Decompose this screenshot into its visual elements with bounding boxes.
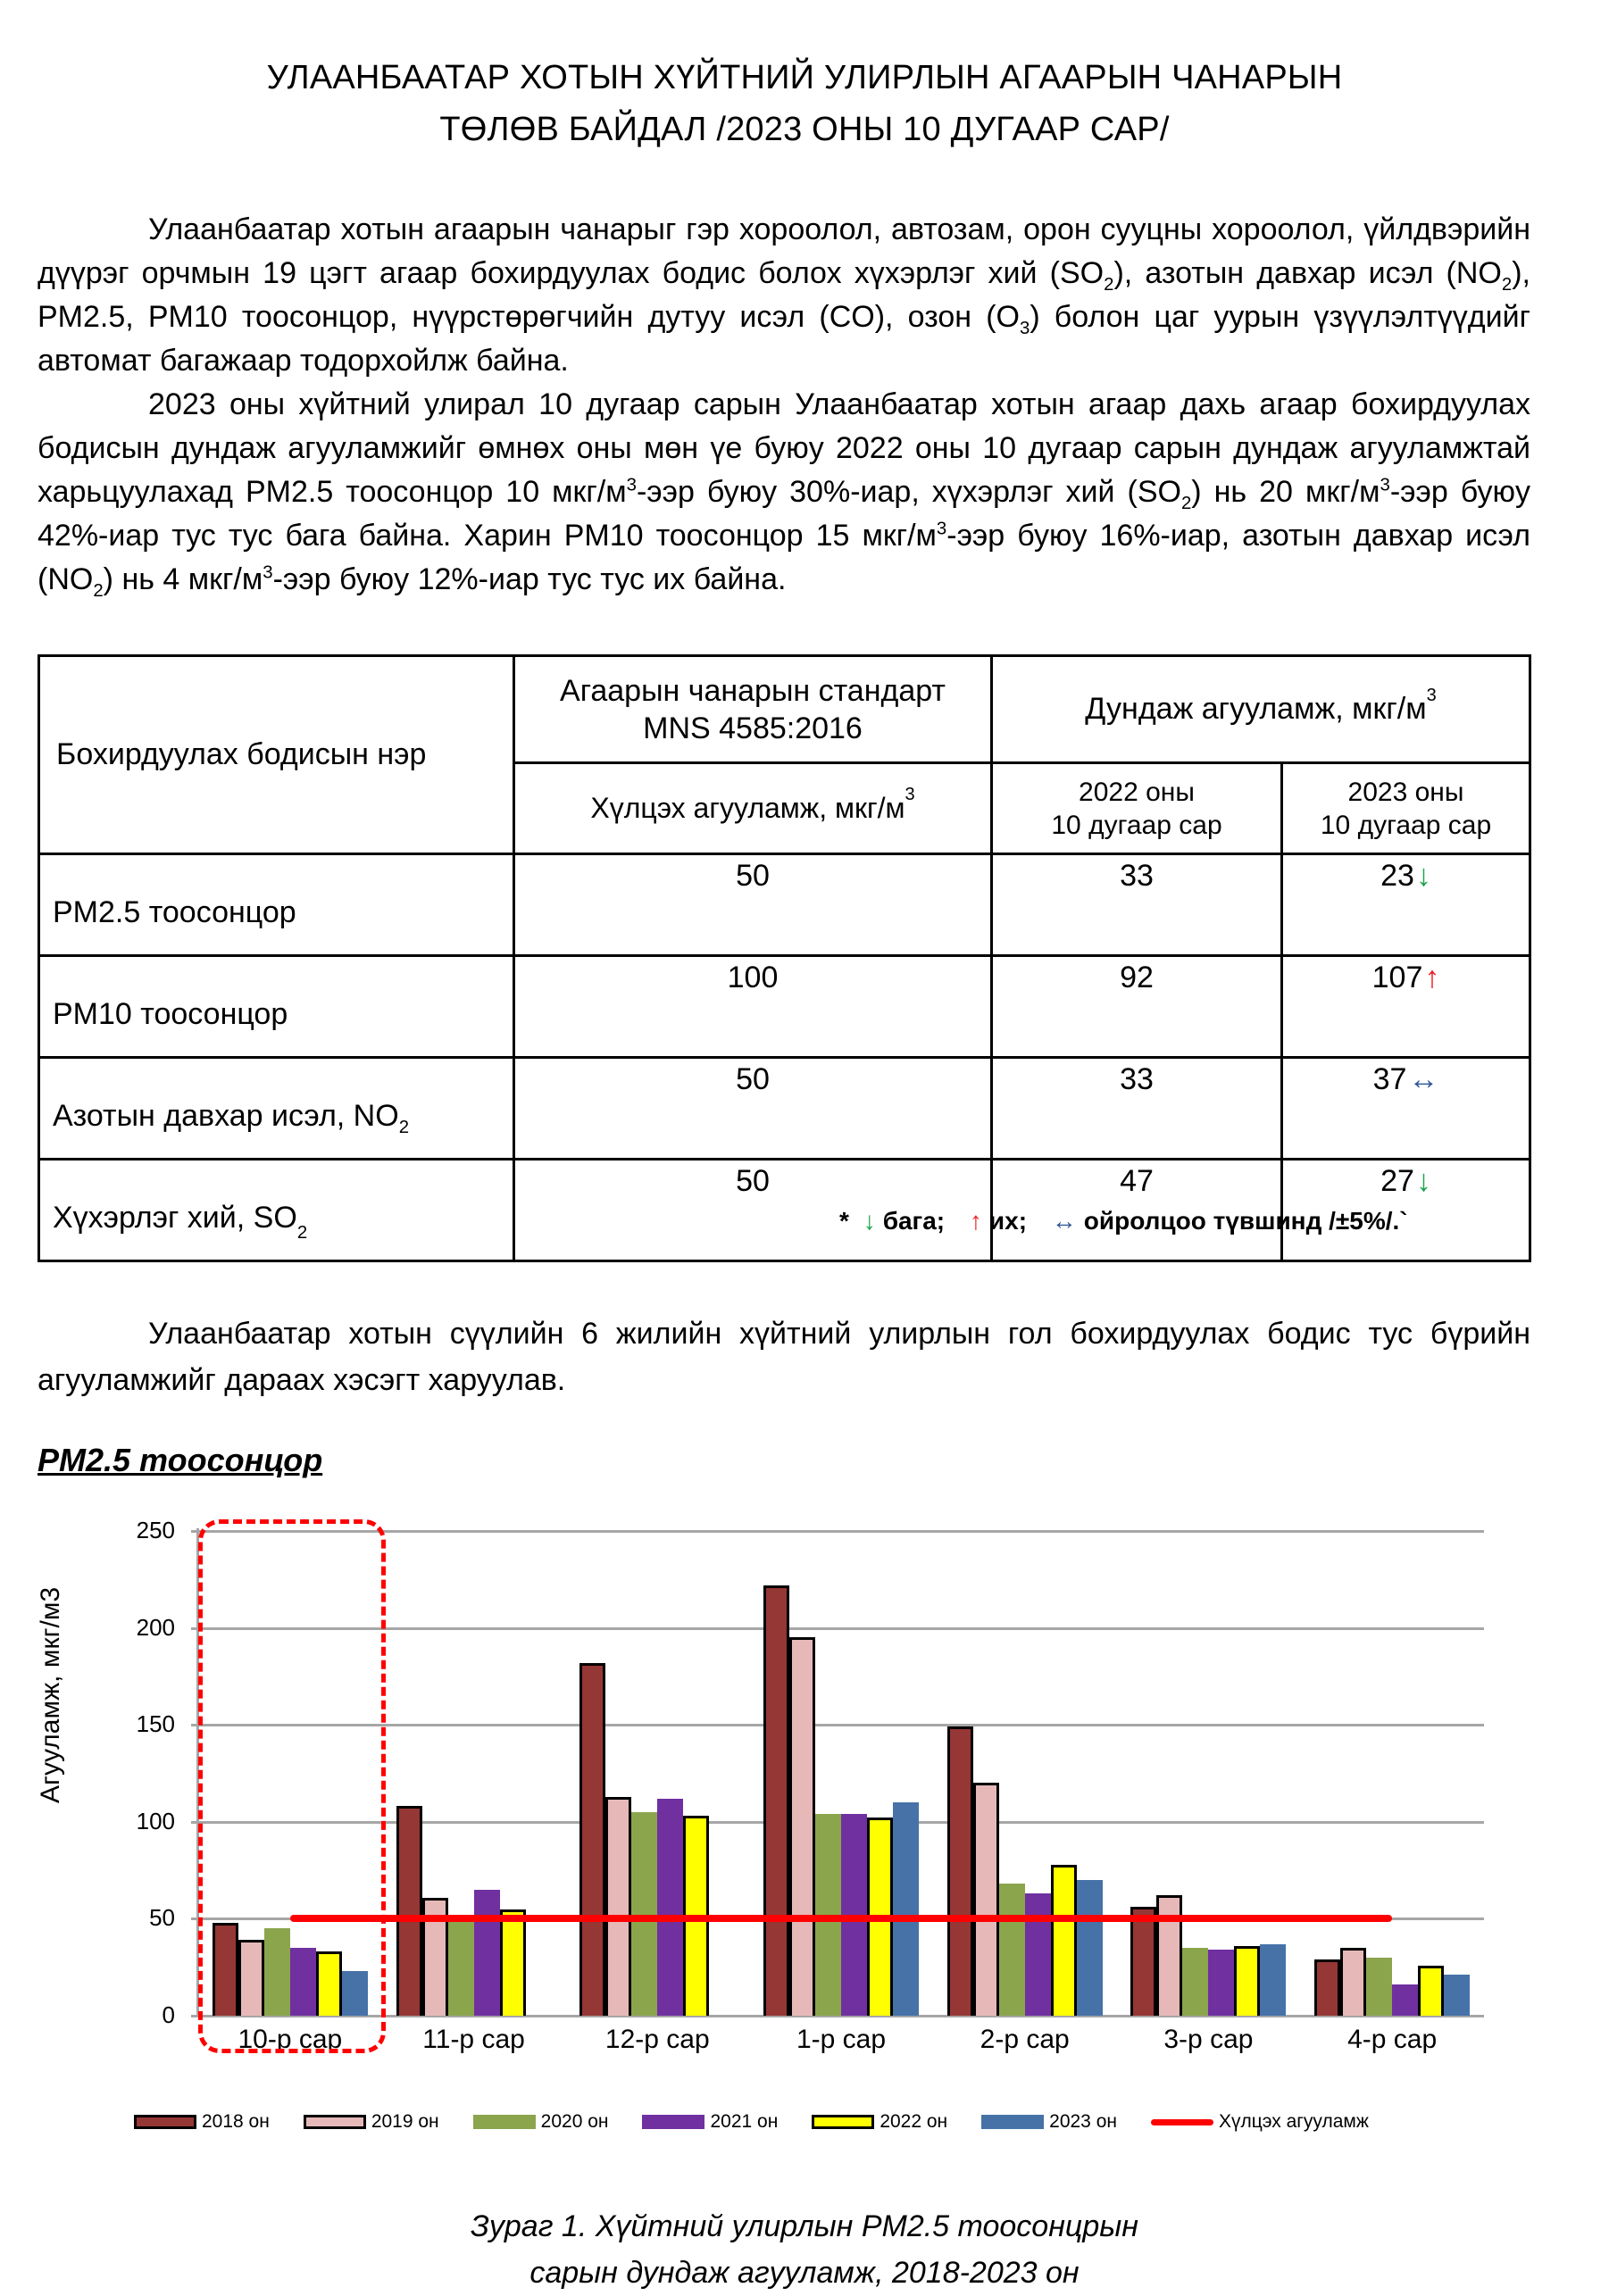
swatch-icon xyxy=(642,2115,704,2129)
section-intro-paragraph xyxy=(38,1310,1530,1403)
limit-reference-line xyxy=(290,1915,1392,1922)
trend-legend-note xyxy=(839,1207,1415,1235)
header-2022 xyxy=(992,763,1282,854)
text: Агаарын чанарын стандарт xyxy=(560,673,946,708)
header-limit xyxy=(514,763,992,854)
x-tick-label: 12-р сар xyxy=(604,2025,710,2054)
text: 3 xyxy=(626,475,637,495)
line-swatch-icon xyxy=(1151,2119,1213,2125)
bar-2018 xyxy=(947,1726,973,2016)
text: 2022 он xyxy=(880,2111,948,2132)
limit-value: 50 xyxy=(514,1058,992,1160)
pollutant-name xyxy=(39,1160,514,1261)
arrow-left-right-icon: ↔ xyxy=(1051,1207,1077,1235)
x-tick-label: 1-р сар xyxy=(796,2025,887,2054)
text: 2021 он xyxy=(710,2111,779,2132)
highlight-october-box xyxy=(198,1519,386,2053)
bar-2018 xyxy=(579,1663,605,2016)
y-axis-label: Агууламж, мкг/м3 xyxy=(36,1586,65,1803)
arrow-down-icon: ↓ xyxy=(863,1207,876,1235)
value-2022: 92 xyxy=(992,956,1282,1058)
bar-2023 xyxy=(893,1802,919,2016)
pollutant-name xyxy=(39,956,514,1058)
legend-item-2023 xyxy=(981,2111,1117,2133)
table-row xyxy=(39,956,1530,1058)
y-tick-label: 0 xyxy=(162,2001,175,2028)
x-tick-label: 10-р сар xyxy=(238,2025,343,2054)
text: Хүхэрлэг хий, SO xyxy=(53,1200,297,1235)
document-title xyxy=(0,52,1609,155)
swatch-icon xyxy=(473,2115,536,2129)
section-heading: PM2.5 тоосонцор xyxy=(38,1442,323,1478)
bar-2021 xyxy=(474,1890,500,2016)
text: 2 xyxy=(1501,274,1513,295)
bar-2018 xyxy=(1130,1907,1156,2016)
title-line-2: ТӨЛӨВ БАЙДАЛ /2023 ОНЫ 10 ДУГААР САР/ xyxy=(439,111,1170,148)
value-2023 xyxy=(1282,1058,1530,1160)
arrow-left-right-icon: ↔ xyxy=(1408,1062,1439,1096)
text: Хүлцэх агууламж xyxy=(1218,2111,1369,2132)
bar-2018 xyxy=(763,1585,789,2016)
arrow-down-icon: ↓ xyxy=(1415,859,1431,893)
text: 2023 оны хүйтний улирал 10 дугаар сарын Улаанбаатар хотын агаар дахь агаар бохирдуулах бодисын дундаж агууламжийг өмнөх оны мөн үе буюу 2022 оны 10 дугаар сарын дундаж агууламжтай харьцуулахад PM2.5 тоосонцор 10 мкг/м xyxy=(38,387,1530,509)
table-row xyxy=(39,1058,1530,1160)
text: -ээр буюу 16%-иар, азотын давхар исэл (NO xyxy=(38,519,1530,596)
text: 3 xyxy=(1426,686,1437,705)
text: 10 дугаар сар xyxy=(1051,810,1222,840)
text: 2 xyxy=(1180,493,1192,513)
text: 2023 он xyxy=(1049,2111,1117,2132)
bar-2020 xyxy=(999,1884,1025,2016)
limit-value: 50 xyxy=(514,1160,992,1261)
value-2022: 33 xyxy=(992,1058,1282,1160)
legend-item-2018 xyxy=(134,2111,270,2133)
comparison-paragraph xyxy=(38,383,1530,602)
limit-value: 50 xyxy=(514,854,992,956)
swatch-icon xyxy=(812,2115,874,2129)
x-tick-label: 3-р сар xyxy=(1163,2025,1254,2054)
swatch-icon xyxy=(304,2115,366,2129)
text: Улаанбаатар хотын сүүлийн 6 жилийн хүйтний улирлын гол бохирдуулах бодис тус бүрийн агууламжийг дараах хэсэгт харуулав. xyxy=(38,1317,1530,1397)
text: 2020 он xyxy=(540,2111,609,2132)
header-pollutant-name: Бохирдуулах бодисын нэр xyxy=(39,656,514,854)
text: 2022 оны xyxy=(1079,777,1195,807)
bar-2023 xyxy=(1077,1880,1103,2016)
text: ), PM2.5, PM10 тоосонцор, нүүрстөрөгчийн дутуу исэл (CO), озон (O xyxy=(38,256,1530,334)
caption-line-1: Зураг 1. Хүйтний улирлын PM2.5 тоосонцрын xyxy=(471,2209,1138,2243)
text: 3 xyxy=(936,519,947,539)
value-2022: 47 xyxy=(992,1160,1282,1261)
text: бага; xyxy=(882,1207,946,1235)
text: -ээр буюу 30%-иар, хүхэрлэг хий (SO xyxy=(636,475,1181,509)
bar-2023 xyxy=(1260,1944,1286,2016)
text: 2 xyxy=(296,1222,308,1243)
text: ) нь 4 мкг/м xyxy=(103,562,263,596)
text: их; xyxy=(988,1207,1028,1235)
bar-2022 xyxy=(500,1909,526,2016)
limit-value: 100 xyxy=(514,956,992,1058)
arrow-up-icon: ↑ xyxy=(1424,961,1440,994)
bar-2019 xyxy=(1156,1895,1182,2016)
header-standard xyxy=(514,656,992,763)
text: Азотын давхар исэл, NO xyxy=(53,1098,399,1133)
swatch-icon xyxy=(134,2115,196,2129)
text: 2 xyxy=(398,1117,410,1137)
bar-2022 xyxy=(1234,1946,1260,2016)
header-2023 xyxy=(1282,763,1530,854)
text: 23 xyxy=(1380,859,1414,893)
text: 37 xyxy=(1372,1062,1407,1096)
y-tick-label: 50 xyxy=(149,1904,175,1932)
value-2022: 33 xyxy=(992,854,1282,956)
legend-item-limit xyxy=(1151,2111,1369,2133)
bar-2022 xyxy=(1051,1865,1077,2016)
text: PM2.5 тоосонцор xyxy=(53,894,296,929)
value-2023 xyxy=(1282,854,1530,956)
text: 3 xyxy=(1019,318,1030,338)
text: 2 xyxy=(93,580,104,601)
bar-2020 xyxy=(631,1812,657,2016)
bar-2019 xyxy=(605,1797,631,2016)
legend-item-2020 xyxy=(473,2111,609,2133)
bar-2019 xyxy=(789,1637,815,2016)
air-quality-table xyxy=(38,654,1531,1262)
legend-item-2021 xyxy=(642,2111,778,2133)
text: -ээр буюу 12%-иар тус тус их байна. xyxy=(272,562,787,596)
y-tick-label: 150 xyxy=(136,1710,175,1738)
text: ) нь 20 мкг/м xyxy=(1191,475,1380,509)
x-tick-label: 11-р сар xyxy=(422,2025,525,2054)
text: Дундаж агууламж, мкг/м xyxy=(1085,692,1427,726)
x-tick-label: 4-р сар xyxy=(1347,2025,1438,2054)
figure-caption xyxy=(0,2203,1609,2296)
gridline xyxy=(191,1530,1484,1533)
bar-2018 xyxy=(396,1806,422,2016)
table-row xyxy=(39,854,1530,956)
text: 2018 он xyxy=(202,2111,270,2132)
bar-2021 xyxy=(1392,1984,1418,2016)
bar-2023 xyxy=(1444,1975,1470,2016)
swatch-icon xyxy=(981,2115,1044,2129)
text: ойролцоо түвшинд /±5%/.` xyxy=(1083,1207,1408,1235)
text: 2023 оны xyxy=(1347,777,1464,807)
bar-2020 xyxy=(448,1918,474,2016)
y-tick-label: 200 xyxy=(136,1613,175,1641)
text: 3 xyxy=(1380,475,1390,495)
bar-2020 xyxy=(1182,1948,1208,2016)
legend-item-2022 xyxy=(812,2111,947,2133)
arrow-down-icon: ↓ xyxy=(1415,1164,1431,1198)
text: ) болон цаг уурын үзүүлэлтүүдийг автомат багажаар тодорхойлж байна. xyxy=(38,300,1530,378)
text: ), азотын давхар исэл (NO xyxy=(1113,256,1502,290)
chart-legend xyxy=(134,2111,1403,2133)
text: Улаанбаатар хотын агаарын чанарыг гэр хороолол, автозам, орон сууцны хороолол, үйлдвэрийн дүүрэг орчмын 19 цэгт агаар бохирдуулах бодис болох хүхэрлэг хий (SO xyxy=(38,212,1530,290)
bar-2022 xyxy=(1418,1966,1444,2016)
bar-2020 xyxy=(1366,1958,1392,2016)
text: 3 xyxy=(905,785,915,804)
text: 27 xyxy=(1380,1164,1414,1198)
text: 2019 он xyxy=(371,2111,439,2132)
text: PM10 тоосонцор xyxy=(53,996,288,1031)
text: * xyxy=(839,1207,849,1235)
pollutant-name xyxy=(39,1058,514,1160)
bar-2019 xyxy=(973,1783,999,2016)
bar-2019 xyxy=(1340,1948,1366,2016)
text: Хүлцэх агууламж, мкг/м xyxy=(590,792,905,824)
bar-2021 xyxy=(657,1799,683,2016)
text: 3 xyxy=(263,562,273,583)
text: MNS 4585:2016 xyxy=(643,711,863,745)
y-tick-label: 250 xyxy=(136,1517,175,1543)
value-2023 xyxy=(1282,956,1530,1058)
text: 2 xyxy=(1104,274,1114,295)
text: 10 дугаар сар xyxy=(1320,810,1492,840)
intro-paragraph xyxy=(38,208,1530,383)
bar-2021 xyxy=(1208,1950,1234,2016)
x-tick-label: 2-р сар xyxy=(980,2025,1070,2054)
arrow-up-icon: ↑ xyxy=(969,1207,982,1235)
pollutant-name xyxy=(39,854,514,956)
text: -ээр буюу 42%-иар тус тус бага байна. Харин PM10 тоосонцор 15 мкг/м xyxy=(38,475,1530,553)
text: 107 xyxy=(1371,961,1423,994)
y-tick-label: 100 xyxy=(136,1807,175,1834)
caption-line-2: сарын дундаж агууламж, 2018-2023 он xyxy=(529,2256,1080,2290)
table-header-row xyxy=(39,656,1530,763)
bar-2021 xyxy=(1025,1893,1051,2016)
bar-2018 xyxy=(1314,1959,1340,2016)
header-average xyxy=(992,656,1530,763)
legend-item-2019 xyxy=(304,2111,439,2133)
title-line-1: УЛААНБААТАР ХОТЫН ХҮЙТНИЙ УЛИРЛЫН АГААРЫН ЧАНАРЫН xyxy=(266,59,1343,96)
